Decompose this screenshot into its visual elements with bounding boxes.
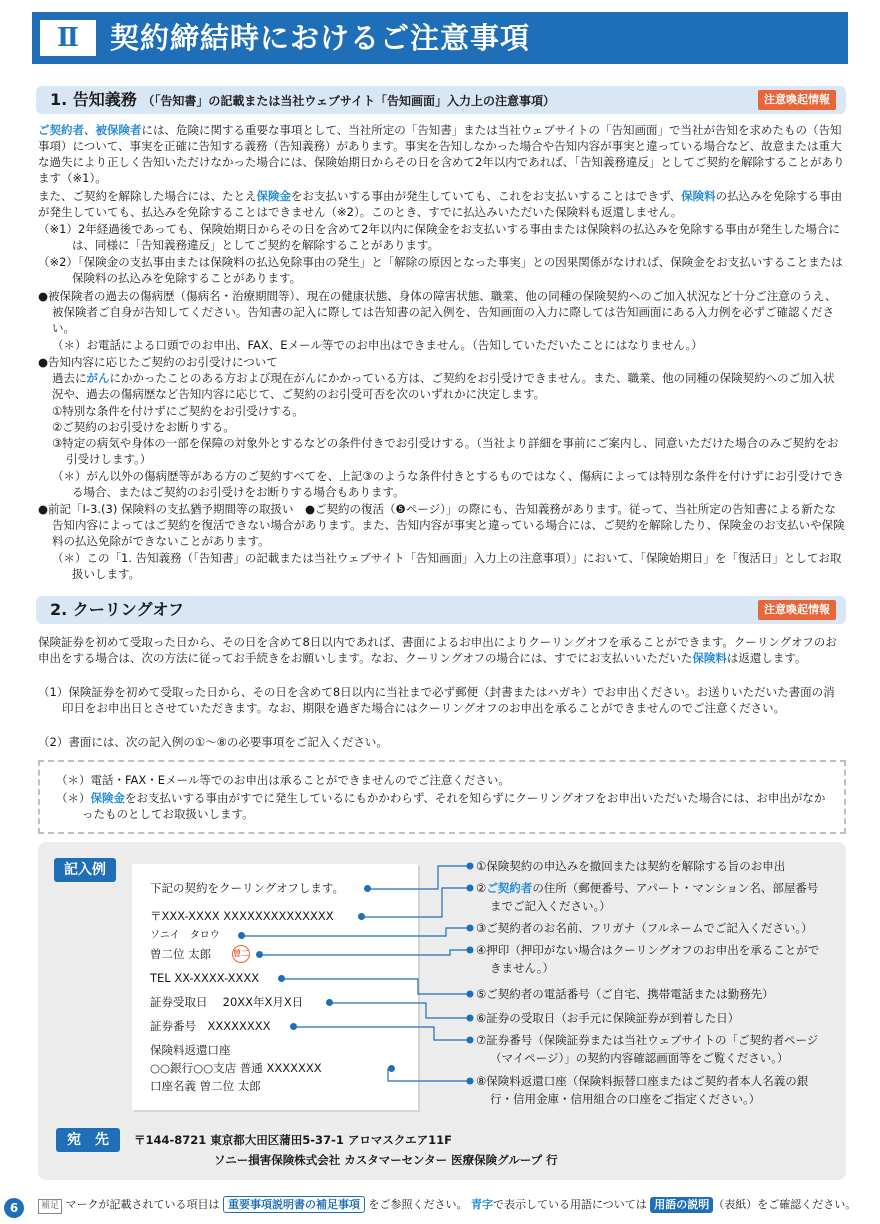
annotation-7: ⑦証券番号（保険証券または当社ウェブサイトの「ご契約者ページ（マイページ）」の契約内容確認画面等をご覧ください。） [476,1033,819,1065]
s1-condition-3: ③特定の病気や身体の一部を保障の対象外とするなどの条件付きでお引受けする。（当社より詳細を事前にご案内し、同意いただけた場合のみご契約をお引受けします。） [52,436,839,466]
chapter-number: Ⅱ [40,20,96,56]
term-insured[interactable]: 被保険者 [95,123,142,137]
annotation-4: ④押印（押印がない場合はクーリングオフのお申出を承ることができません。） [476,943,820,975]
supplement-tag[interactable]: 重要事項説明書の補足事項 [223,1196,365,1213]
notice-box [38,760,846,834]
s1-note-1: （※1）2年経過後であっても、保険始期日からその日を含めて2年以内に保険金をお支払いする事由または保険料の払込みを免除する事由が発生した場合には、同様に「告知義務違反」としてご契約を解除することがあります。 [38,222,840,252]
letter-line-6: 証券受取日 20XX年X月X日 [150,995,304,1009]
supplement-icon: 補足 [38,1199,62,1214]
annotation-2: ②ご契約者の住所（郵便番号、アパート・マンション名、部屋番号までご記入ください。） [476,881,819,913]
term-policyholder[interactable]: ご契約者 [486,881,533,895]
destination-tag: 宛 先 [56,1128,120,1152]
section-2-title: 2. クーリングオフ [50,600,184,619]
letter-line-9: ○○銀行○○支店 普通 XXXXXXX [150,1061,322,1075]
s1-bullet-3: ●前記「Ⅰ-3.(3) 保険料の支払猶予期間等の取扱い ●ご契約の復活（❺ページ）」の際にも、告知義務があります。従って、当社所定の告知書による新たな告知内容によってはご契約を復活できない場合があります。また、告知内容が事実と違っている場合には、ご契約を解除したり、保険金のお支払いや保険料の払込免除ができないことがあります。 [38,502,845,548]
page-number: 6 [4,1198,24,1218]
section-1-header [36,86,846,114]
letter-line-8: 保険料返還口座 [150,1043,231,1057]
annotation-8: ⑧保険料返還口座（保険料振替口座またはご契約者本人名義の銀行・信用金庫・信用組合の口座をご指定ください。） [476,1074,809,1106]
term-insurance-money[interactable]: 保険金 [256,189,291,203]
letter-line-5: TEL XX-XXXX-XXXX [150,971,260,985]
seal-stamp: 曽二 [232,945,250,963]
annotation-1: ①保険契約の申込みを撤回または契約を解除する旨のお申出 [476,859,786,873]
s1-condition-1: ①特別な条件を付けずにご契約をお引受けする。 [52,404,304,418]
s1-condition-note: （＊）がん以外の傷病歴等がある方のご契約すべてを、上記③のような条件付きとするものではなく、傷病によっては特別な条件を付けずにお引受けできる場合、またはご契約のお引受けをお断りする場合もあります。 [52,469,844,499]
s1-bullet-3-note: （＊）この「1. 告知義務（「告知書」の記載または当社ウェブサイト「告知画面」入力上の注意事項）」において、「保険始期日」を「復活日」としてお取扱いします。 [52,551,842,581]
term-policyholder[interactable]: ご契約者 [38,123,84,137]
example-panel [38,842,846,1180]
letter-line-3: ソニイ タロウ [150,930,220,941]
section-1-title: 1. 告知義務 [50,90,137,109]
term-insurance-money[interactable]: 保険金 [90,791,125,805]
s1-paragraph-1: ご契約者、被保険者には、危険に関する重要な事項として、当社所定の「告知書」または当社ウェブサイトの「告知画面」で当社が告知を求めたもの（告知事項）について、事実を正確に告知する義務（告知義務）があります。事実を告知しなかった場合や告知内容が事実と違っている場合など、故意または重大な過失により正しく告知いただけなかった場合には、保険始期日からその日を含めて2年以内であれば、「告知義務違反」としてご契約を解除することがあります（※1）。 [38,123,845,185]
letter-line-4: 曽二位 太郎 [150,947,212,961]
chapter-header [32,12,848,64]
term-premium[interactable]: 保険料 [692,651,727,665]
destination-address: 〒144-8721 東京都大田区蒲田5-37-1 アロマスクエア11F [134,1133,452,1147]
s1-bullet-1-note: （＊）お電話による口頭でのお申出、FAX、Eメール等でのお申出はできません。（告知していただいたことにはなりません。） [52,338,703,352]
section-1-subtitle: （「告知書」の記載または当社ウェブサイト「告知画面」入力上の注意事項） [142,94,556,108]
letter-line-7: 証券番号 XXXXXXXX [150,1019,271,1033]
destination-name: ソニー損害保険株式会社 カスタマーセンター 医療保険グループ 行 [214,1153,558,1167]
s1-bullet-2-body: 過去にがんにかかったことのある方および現在がんにかかっている方は、ご契約をお引受けできません。また、職業、他の同種の保険契約へのご加入状況や、過去の傷病歴など告知内容に応じて、ご契約のお引受可否を次のいずれかに決定します。 [52,371,835,401]
caution-badge: 注意喚起情報 [758,90,836,110]
annotation-3: ③ご契約者のお名前、フリガナ（フルネームでご記入ください。） [476,921,813,935]
glossary-tag[interactable]: 用語の説明 [650,1197,713,1213]
s1-bullet-1: ●被保険者の過去の傷病歴（傷病名・治療期間等）、現在の健康状態、身体の障害状態、職業、他の同種の保険契約へのご加入状況など十分ご注意のうえ、被保険者ご自身が告知してください。告知書の記入に際しては告知書の記入例を、告知画面の入力に際しては告知画面にある入力例を必ずご確認ください。 [38,289,837,335]
s1-paragraph-2: また、ご契約を解除した場合には、たとえ保険金をお支払いする事由が発生していても、これをお支払いすることはできず、保険料の払込みを免除する事由が発生していても、払込みを免除することはできません（※2）。このとき、すでに払込みいただいた保険料も返還しません。 [38,189,843,219]
letter-line-10: 口座名義 曽二位 太郎 [150,1079,261,1093]
annotation-5: ⑤ご契約者の電話番号（ご自宅、携帯電話または勤務先） [476,987,774,1001]
section-2-header [36,596,846,624]
caution-badge: 注意喚起情報 [758,600,836,620]
annotation-6: ⑥証券の受取日（お手元に保険証券が到着した日） [476,1011,740,1025]
footer-legend: 補足 マークが記載されている項目は 重要事項説明書の補足事項 をご参照ください。 青字で表示している用語については 用語の説明 （表紙）をご確認ください。 [38,1196,856,1214]
s2-item-2: （2）書面には、次の記入例の①～⑧の必要事項をご記入ください。 [38,735,388,749]
notice-2: （＊）保険金をお支払いする事由がすでに発生しているにもかかわらず、それを知らずにクーリングオフをお申出いただいた場合には、お申出がなかったものとしてお取扱いします。 [56,791,826,821]
term-premium[interactable]: 保険料 [681,189,716,203]
s2-item-1: （1）保険証券を初めて受取った日から、その日を含めて8日以内に当社まで必ず郵便（封書またはハガキ）でお申出ください。お送りいただいた書面の消印日をお申出日とさせていただきます。なお、期限を過ぎた場合にはクーリングオフのお申出を承ることができませんのでご注意ください。 [38,685,835,715]
chapter-title: 契約締結時におけるご注意事項 [110,21,531,55]
s1-condition-2: ②ご契約のお引受けをお断りする。 [52,420,235,434]
notice-1: （＊）電話・FAX・Eメール等でのお申出は承ることができませんのでご注意ください。 [56,773,510,787]
s1-bullet-2: ●告知内容に応じたご契約のお引受けについて [38,355,278,369]
term-cancer[interactable]: がん [86,371,110,385]
example-tag: 記入例 [54,858,116,882]
letter-line-1: 下記の契約をクーリングオフします。 [150,881,345,895]
s2-paragraph: 保険証券を初めて受取った日から、その日を含めて8日以内であれば、書面によるお申出によりクーリングオフを承ることができます。クーリングオフのお申出をする場合は、次の方法に従ってお手続きをお願いします。なお、クーリングオフの場合には、すでにお支払いいただいた保険料は返還します。 [38,635,837,665]
s1-note-2: （※2）「保険金の支払事由または保険料の払込免除事由の発生」と「解除の原因となった事実」との因果関係がなければ、保険金をお支払いすることまたは保険料の払込みを免除することがあります。 [38,255,843,285]
letter-line-2: 〒XXX-XXXX XXXXXXXXXXXXXX [150,909,334,923]
